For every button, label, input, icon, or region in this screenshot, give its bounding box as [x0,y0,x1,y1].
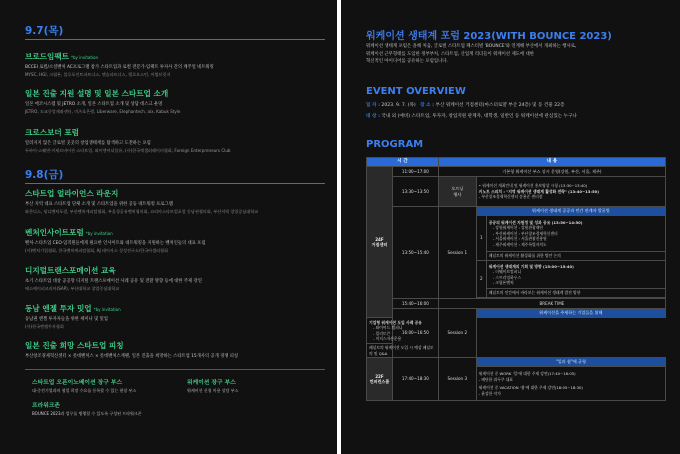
program-table [366,157,666,401]
section-title: 벤처인사이트포럼 *by invitation [25,228,113,237]
content-line: - 부산창조경제혁신센터 송용준 센터장 [478,194,543,200]
section-desc: 일본 에코시스템 및 JETRO 소개, 일본 스타트업 소개 및 상담 데스크 운영 [25,101,163,107]
session-header: 워케이션 생태계 공공과 민간 관계자 발굴별 [476,207,665,216]
content-line: 공공의 워케이션 지원정 및 성과 공유 (13:50~14:50) [488,219,583,225]
section-alliance-lounge [25,188,337,215]
section-japan-pitching [25,340,337,359]
content-list: - 강원워케이션 : 강원관광재단 - 부산워케이션 : 부산창조경제혁신센터 - 서울워케이션 : 서울관광진흥원 - 제주워케이션 : 제주특별자치도 [492,225,558,247]
section-japan-support [25,88,337,115]
section-desc: 부산창조경제혁신센터 × 롯데벤처스 × 롯데벤처스재팬, 일본 진출을 희망하는 스타트업 15개사의 공개 경쟁 피칭 [25,353,239,359]
intro-line: 워케이션 근무형태를 도입한 정부부처, 스타트업, 산업계 리더들이 워케이션 제도에 대한 [366,51,535,57]
booth-prawork [32,400,142,417]
content-line: 키노트 스피치 : "지역 워케이션 생태계 활성화 전략" (13:40~13:50) [478,188,599,194]
content-list: - 더웨이브컴퍼니 - 스트리밍하우스 - 크립톤벤처 [492,269,521,285]
program-title: PROGRAM [366,139,424,150]
content-line: 워케이션 생태계의 기회 및 방향 (15:00~15:40) [488,263,574,269]
session-cell: Session 2 [438,309,476,358]
time-cell: 11:00~17:00 [392,167,438,177]
panel-row: 패널토의 워케이션 활성화를 위한 방안 논의 [486,252,665,261]
overview-target: 대 상 : 국내 외 (예비) 스타트업, 투자자, 창업지원 관계자, 대학생, 일반인 등 워케이션에 관심있는 누구나 [366,114,577,119]
section-title: 일본 진출 희망 스타트업 피칭 [25,341,124,350]
overview-date-place: 일 자 : 2023. 9. 7. (목) 장 소 : 부산 워케이션 거점센터(마스터로얄 부산 24층) 및 동 건물 22층 [366,103,565,108]
section-sub: (사)벤처기업협회, 한국벤처캐피탈협회, AJ 테이사스 상성전구소/한국아셀러협회 [25,247,168,253]
session-cell: Session 3 [438,358,476,401]
time-cell: 16:00~16:50 [392,309,438,358]
section-sub: JETRO, 도쿄중앙계좌센터, 미츠호은행, Liberware, Elephantech, aix, Kabuk Style [25,108,181,114]
booth-rule [25,369,325,370]
time-cell: 13:30~13:50 [392,177,438,207]
time-cell: 15:40~16:00 [392,299,438,309]
section-sub: 에스에이피코리아(SAP), 부산대학교 창업중심대학교 [25,285,120,291]
intro-line: 혁신적인 아이디어를 공유하는 포럼입니다. [366,59,448,65]
col-content-header: 내 용 [438,158,665,167]
section-sub: 와콘디스, 딩디벤처포럼, 부산벤처캐피탈협회, 부울경공유벤처협의회, 코리아스타트업포럼 동남권협의회, 부산지역 창업증심대학교 [25,208,259,214]
section-sub: (사)한국엔젤투자협회 [25,323,64,329]
section-title: 동남 엔젤 투자 밋업 *by invitation [25,304,121,313]
forum-intro [366,43,576,66]
day1-heading: 9.7(목) [25,25,64,37]
col-time-header: 시 간 [367,158,439,167]
session1-part1 [486,216,665,252]
booth-title: 워케이션 장구 부스 [187,380,236,386]
day2-heading: 9.8(금) [25,169,64,181]
break-cell: BREAK TIME [438,299,665,309]
overview-title: EVENT OVERVIEW [366,86,466,97]
section-sub: MYSC, HGI, 크립톤, 블루포인트파트너스, 엔슬파트너스, 헬로오스틴, 어썸브릿지 [25,71,171,77]
section-title: 디지털트랜스포메이션 교육 [25,266,116,275]
section-cross-border [25,127,337,154]
content-cell: 기본형 워케이션 부스 상시 운영(강원, 부산, 서울, 제주) [438,167,665,177]
item-number: 2 [476,261,486,298]
floor-22f: 22F 컨퍼런스룸 [367,358,393,401]
content-line: 워케이션 중 WORK '일'에 대한 주제 강연(17:40~18:05) [478,371,576,376]
session-header: "일과 쉼"에 균형 [476,358,665,367]
section-desc: 벤처·스타트업 CEO·임직원들에게 필요한 인사이트와 네트워킹을 지원하는 벤처인들의 대표 포럼 [25,240,206,246]
opening-content [476,177,665,207]
section-angel-meetup [25,303,337,330]
section-title: 스타트업 얼라이언스 라운지 [25,189,119,198]
intro-line: 워케이션 생태계 포럼은 올해 처음, 글로벌 스타트업 페스티벌 'BOUNCE'와 연계해 부산에서 개최하는 행사로, [366,44,577,49]
section-digital-transformation [25,265,337,292]
right-page [341,0,680,454]
item-number: 1 [476,216,486,261]
section-desc: 동남권 엔젤 투자자들을 위한 세미나 및 밋업 [25,316,108,322]
content-line: - 배단한 위두쿠 대표 [478,376,514,382]
day1-rule [25,39,325,40]
section-desc: 알려지지 않은 글로벌 곳곳의 창업생태계를 탐색하고 도전하는 포럼 [25,140,151,146]
content-line: 워케이션 중 VACATION '쉼'에 대한 주제 강연(18:05~18:30) [478,385,583,390]
time-cell: 17:40~18:30 [392,358,438,401]
section-desc: 부산 지역 대표 스타트업 단체 소개 및 스타트업을 위한 공동 네트워킹 프로그램 [25,201,173,207]
section-title: 일본 진출 지원 설명 및 일본 스타트업 소개 [25,89,169,98]
section-broad-impact [25,51,337,78]
left-page [0,0,337,454]
forum-title: 워케이션 생태계 포럼 2023(WITH BOUNCE 2023) [366,31,612,42]
booth-workation [187,377,238,394]
section-venture-insight [25,227,337,254]
panel-row: 패널토의 인간에서 바라보는 워케이션 생태계 발전 방향 [486,289,665,298]
session1-part2 [486,261,665,289]
section-sub: 두바이·스웨덴·이제르바이잔 스타트업, 와이앤이더블유, (사)한국액셀러레이터협회, Foreign Enterpreneurs Club [25,147,231,153]
booth-title: 스타트업 오픈이노베이션 장구 부스 [32,380,123,386]
content-line: 기업형 워케이션 도입 사례 공유 [369,319,422,325]
time-cell: 13:50~15:40 [392,207,438,299]
booth-open-innovation [32,377,136,394]
booth-title: 프라워크존 [32,403,60,409]
section-title: 브로드임팩트 *by invitation [25,52,98,61]
section-title: 크로스보더 포럼 [25,128,79,137]
section-desc: BCCEI 로컬/소셜벤처 AC프로그램 참가 스타트업과 로컬 전문가·임팩트 투자사 간의 캐주얼 네트워킹 [25,64,214,70]
floor-24f: 24F 거점센터 [367,167,393,318]
session3-content [476,367,665,401]
content-list: - 와이어드 캠퍼니 - 밀리토큰 - 이지스자산운용 [373,325,403,341]
booth-desc: BOUNCE 2023과 업무를 병행할 수 있도록 구성된 프라워크존 [32,410,142,416]
session-cell: Session 1 [438,207,476,299]
content-line: • 워케이션 개최언내 및 워케이션 홍보영상 시청 (13:30~13:40) [478,183,588,189]
content-line: - 윤강한 작가 [478,390,501,396]
section-desc: 초기 스타트업 대상 공공망 디지털 트랜스포메이션 사례 공유 및 전환 방향 등에 대한 주제 강연 [25,278,202,284]
day2-rule [25,183,325,184]
booth-desc: 워케이션 신청 이용 상담 부스 [187,387,239,393]
session-cell: 오프닝 행사 [438,177,476,207]
booth-desc: 대·중견기업과의 협업 희망 수요를 등록할 수 있는 현장 부스 [32,387,137,393]
panel-row: 패널토의 워케이션 도입 시 예상 패널토의 및 Q&A [367,344,439,358]
session-header: 워케이션을 주제하는 기업들을 위해 [476,309,665,318]
